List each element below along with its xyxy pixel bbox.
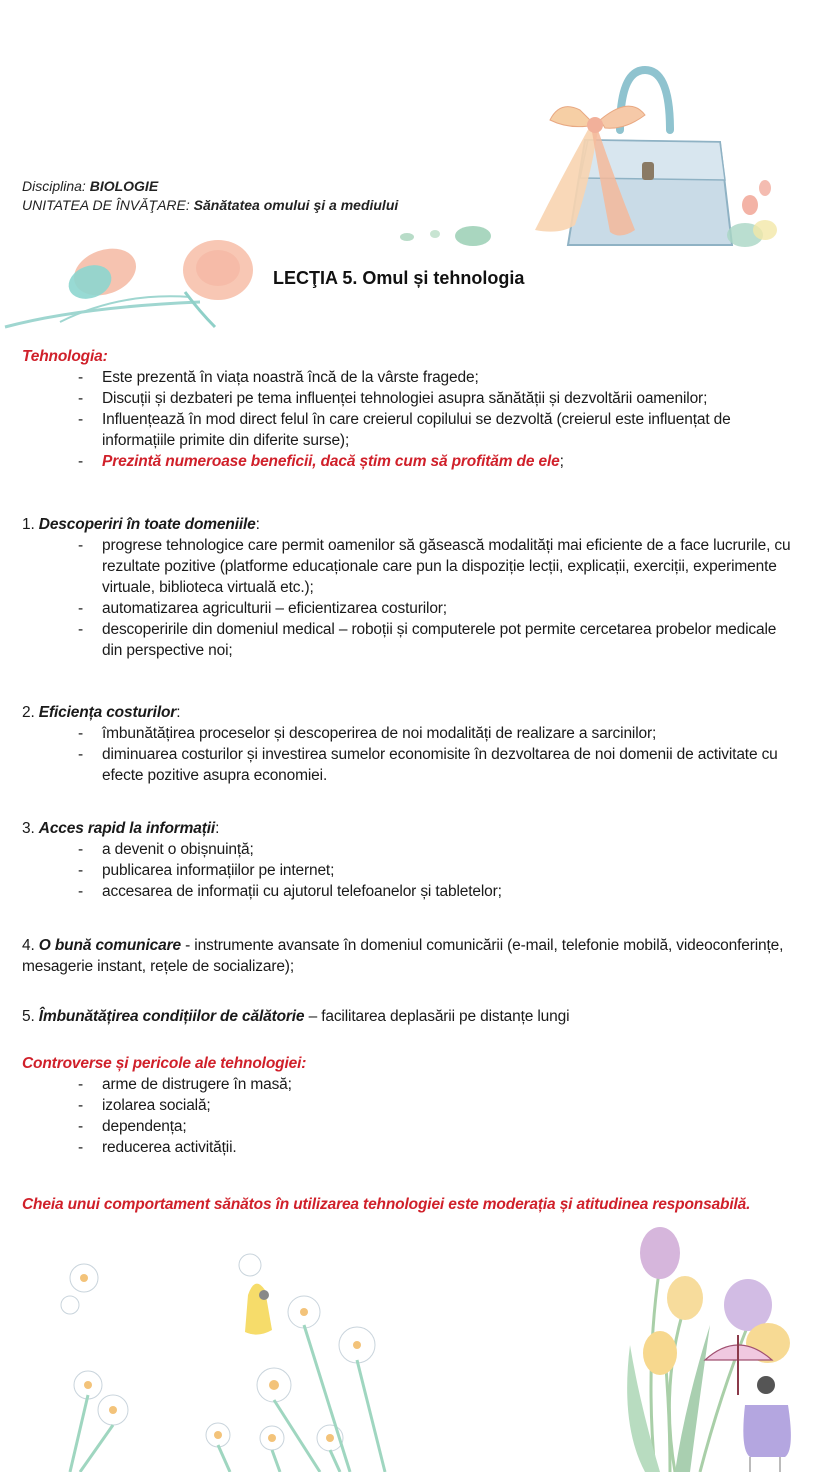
benefit-number: 1. (22, 516, 39, 533)
benefit-number: 3. (22, 820, 39, 837)
handbag-illustration (520, 60, 780, 255)
list-item: - dependența; (22, 1116, 792, 1137)
benefit-4-section (22, 935, 792, 977)
benefit-number: 5. (22, 1008, 39, 1025)
unit-value: Sănătatea omului şi a mediului (193, 197, 399, 213)
daisies-illustration (40, 1250, 420, 1472)
list-item: - izolarea socială; (22, 1095, 792, 1116)
highlight-text: Prezintă numeroase beneficii, dacă știm cum să profităm de ele (102, 453, 560, 470)
highlight-suffix: ; (559, 453, 564, 470)
discipline-value: BIOLOGIE (89, 178, 159, 194)
discipline-label: Disciplina: (22, 178, 90, 194)
tulips-illustration (600, 1225, 828, 1472)
benefit-title: Descoperiri în toate domeniile (38, 516, 256, 533)
benefit-heading (22, 514, 792, 535)
list-item: - automatizarea agriculturii – eficientizarea costurilor; (22, 598, 792, 619)
header-meta (22, 177, 398, 215)
dangers-section (22, 1053, 792, 1158)
discipline-line (22, 177, 398, 196)
benefit-1-section (22, 514, 792, 661)
benefit-suffix: : (176, 704, 181, 721)
leaves-decoration (395, 222, 515, 252)
benefit-title: O bună comunicare (38, 937, 181, 954)
unit-label: UNITATEA DE ÎNVĂŢARE: (22, 197, 194, 213)
list-item: - a devenit o obișnuință; (22, 839, 792, 860)
dangers-heading: Controverse și pericole ale tehnologiei: (22, 1055, 307, 1072)
benefit-number: 4. (22, 937, 39, 954)
unit-line (22, 196, 398, 215)
benefit-5-section (22, 1006, 792, 1027)
list-item: - accesarea de informații cu ajutorul telefoanelor și tabletelor; (22, 881, 792, 902)
list-item: - diminuarea costurilor și investirea sumelor economisite în dezvoltarea de noi domenii de activitate cu efecte pozitive asupra economiei. (22, 744, 792, 786)
benefit-text: – facilitarea deplasării pe distanțe lungi (304, 1008, 570, 1025)
list-item: - Influențează în mod direct felul în care creierul copilului se dezvoltă (creierul este influențat de informațiile primite din diferite surse); (22, 409, 792, 451)
list-item: - descoperirile din domeniul medical – roboții și computerele pot permite cercetarea probelor medicale din perspective noi; (22, 619, 792, 661)
list-item: - reducerea activității. (22, 1137, 792, 1158)
benefit-number: 2. (22, 704, 39, 721)
list-item: - Discuții și dezbateri pe tema influenței tehnologiei asupra sănătății și dezvoltării oamenilor; (22, 388, 792, 409)
benefit-title: Eficiența costurilor (38, 704, 177, 721)
conclusion: Cheia unui comportament sănătos în utilizarea tehnologiei este moderația și atitudinea responsabilă. (22, 1196, 751, 1213)
benefit-2-section (22, 702, 792, 786)
benefit-suffix: : (215, 820, 220, 837)
benefit-title: Acces rapid la informații (38, 820, 216, 837)
benefit-heading (22, 702, 792, 723)
list-item: - Este prezentă în viața noastră încă de la vârste fragede; (22, 367, 792, 388)
roses-illustration (0, 232, 270, 337)
list-item: - îmbunătățirea proceselor și descoperirea de noi modalități de realizare a sarcinilor; (22, 723, 792, 744)
benefit-3-section (22, 818, 792, 902)
benefit-text: - instrumente avansate în domeniul comunicării (e-mail, telefonie mobilă, videoconferințe, mesagerie instant, rețele de socializare); (22, 937, 784, 975)
list-item: - progrese tehnologice care permit oamenilor să găsească modalități mai eficiente de a face lucrurile, cu rezultate pozitive (platforme educaționale care pun la dispoziție lecții, explicații, exerciții, experimente virtuale, biblioteca virtuală etc.); (22, 535, 792, 598)
tehnologia-section (22, 346, 792, 472)
benefit-suffix: : (255, 516, 260, 533)
benefit-heading (22, 818, 792, 839)
list-item-highlight (22, 451, 792, 472)
tehnologia-heading: Tehnologia: (22, 348, 108, 365)
list-item: - publicarea informațiilor pe internet; (22, 860, 792, 881)
benefit-title: Îmbunătățirea condițiilor de călătorie (38, 1008, 305, 1025)
lesson-title: LECŢIA 5. Omul și tehnologia (273, 268, 525, 288)
list-item: - arme de distrugere în masă; (22, 1074, 792, 1095)
